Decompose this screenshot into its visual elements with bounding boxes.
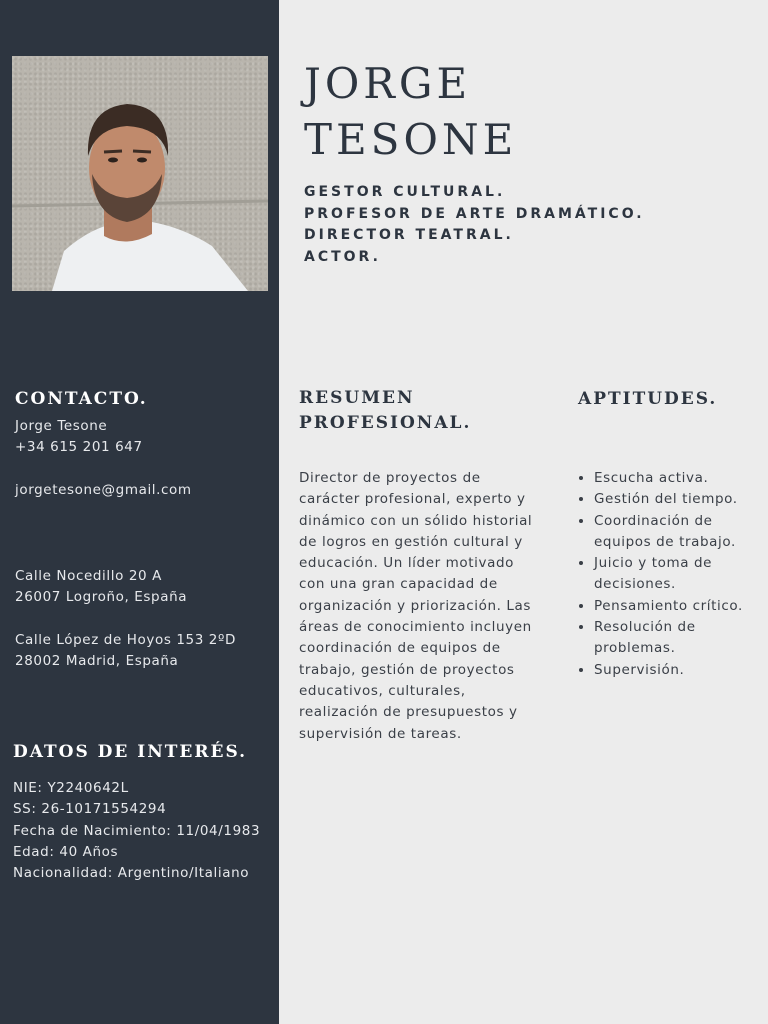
address-1 bbox=[15, 566, 187, 609]
portrait-illustration bbox=[12, 56, 268, 291]
summary-heading bbox=[299, 386, 471, 436]
address-2 bbox=[15, 630, 236, 673]
role-item: PROFESOR DE ARTE DRAMÁTICO. bbox=[304, 205, 645, 222]
detail-item: Nacionalidad: Argentino/Italiano bbox=[13, 865, 250, 882]
address-2-line-2: 28002 Madrid, España bbox=[15, 653, 179, 670]
contact-email-block bbox=[15, 480, 192, 501]
contact-phone: +34 615 201 647 bbox=[15, 439, 143, 456]
skill-item: • Escucha activa. bbox=[594, 468, 768, 489]
role-item: DIRECTOR TEATRAL. bbox=[304, 227, 514, 243]
person-name bbox=[304, 56, 517, 168]
summary-heading-line-1: RESUMEN bbox=[299, 388, 415, 408]
address-1-line-1: Calle Nocedillo 20 A bbox=[15, 568, 162, 584]
contact-email[interactable]: jorgetesone@gmail.com bbox=[15, 482, 192, 498]
detail-item: SS: 26-10171554294 bbox=[13, 801, 167, 818]
summary-text: Director de proyectos de carácter profesional, experto y dinámico con un sólido historial de logros en gestión cultural y educación. Un líder motivado con una gran capacidad de organización y priorización. Las áreas de conocimiento incluyen coordinación de equipos de trabajo, gestión de proyectos educativos, culturales, realización de presupuestos y supervisión de tareas. bbox=[299, 470, 533, 742]
details-list bbox=[13, 778, 260, 884]
first-name: JORGE bbox=[304, 59, 472, 108]
contact-block bbox=[15, 416, 143, 459]
role-item: ACTOR. bbox=[304, 248, 381, 265]
contact-name: Jorge Tesone bbox=[15, 418, 108, 434]
summary-heading-line-2: PROFESIONAL. bbox=[299, 413, 472, 433]
roles-list bbox=[304, 182, 645, 268]
skill-item: • Resolución de problemas. bbox=[594, 617, 768, 660]
skill-item: • Supervisión. bbox=[594, 660, 768, 681]
skill-item: • Gestión del tiempo. bbox=[594, 489, 768, 510]
detail-item: NIE: Y2240642L bbox=[13, 780, 129, 796]
role-item: GESTOR CULTURAL. bbox=[304, 184, 506, 200]
skill-item: • Coordinación de equipos de trabajo. bbox=[594, 511, 768, 554]
detail-item: Fecha de Nacimiento: 11/04/1983 bbox=[13, 822, 261, 839]
details-heading: DATOS DE INTERÉS. bbox=[13, 742, 248, 762]
contact-heading: CONTACTO. bbox=[15, 389, 148, 409]
last-name: TESONE bbox=[304, 115, 518, 164]
detail-item: Edad: 40 Años bbox=[13, 843, 119, 860]
skill-item: • Juicio y toma de decisiones. bbox=[594, 553, 768, 596]
address-1-line-2: 26007 Logroño, España bbox=[15, 589, 188, 606]
skill-item: • Pensamiento crítico. bbox=[594, 596, 768, 617]
address-2-line-1: Calle López de Hoyos 153 2ºD bbox=[15, 632, 236, 648]
profile-photo bbox=[12, 56, 268, 291]
skills-list bbox=[578, 468, 768, 681]
skills-heading: APTITUDES. bbox=[578, 389, 718, 409]
